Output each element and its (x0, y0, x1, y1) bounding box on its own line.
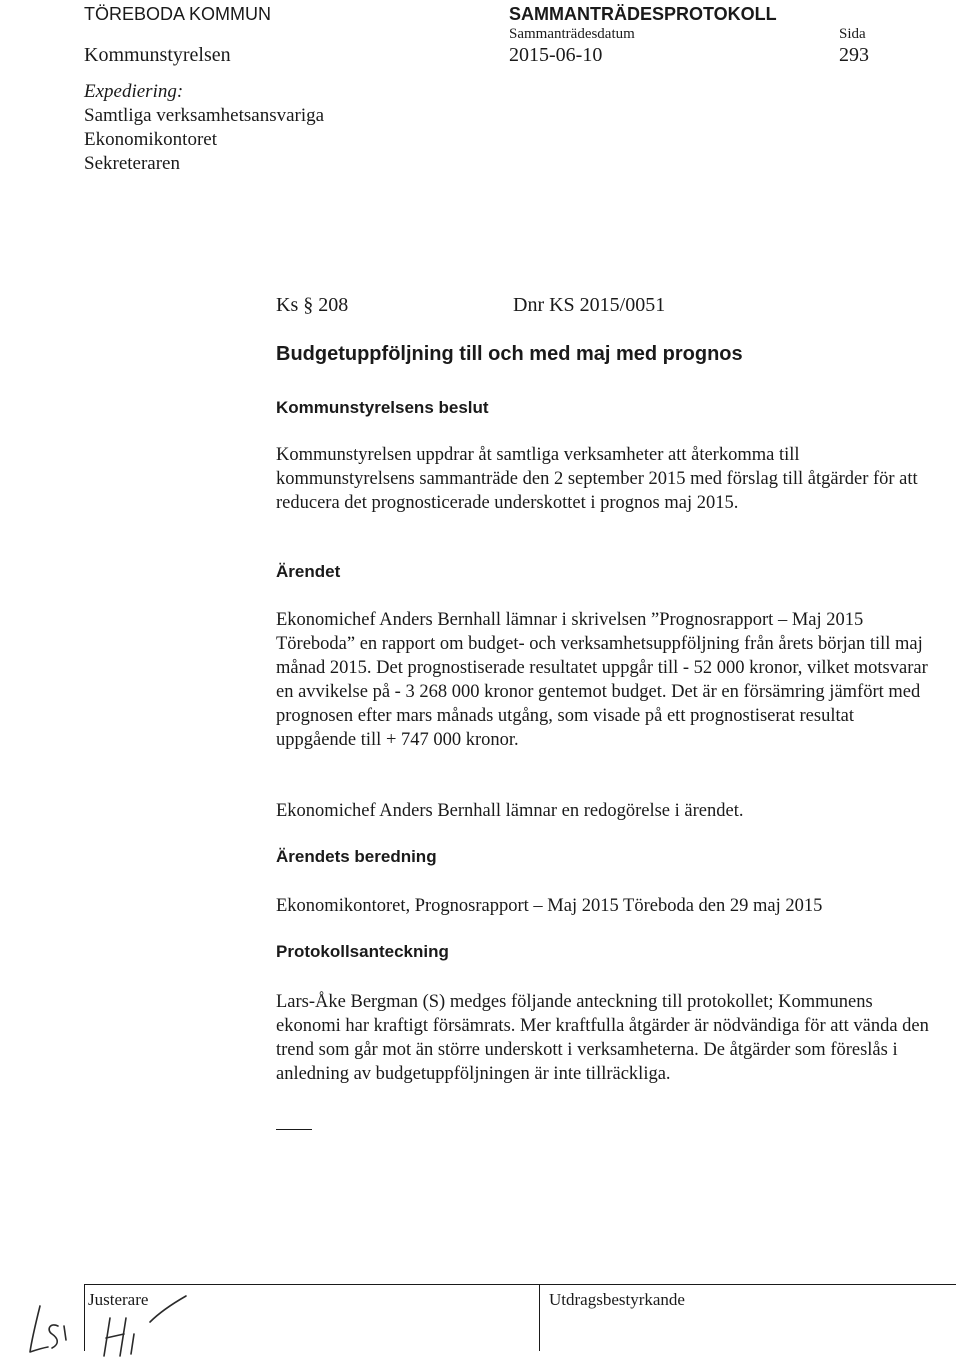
page-number: 293 (839, 44, 869, 66)
note-heading: Protokollsanteckning (276, 942, 449, 961)
preparation-heading: Ärendets beredning (276, 847, 437, 866)
meeting-date: 2015-06-10 (509, 44, 603, 66)
matter-paragraph: Ekonomichef Anders Bernhall lämnar i skrivelsen ”Prognosrapport – Maj 2015 Töreboda” en rapport om budget- och verksamhetsuppföljning från årets början till maj månad 2015. Det prognostiserade resultatet uppgår till - 52 000 kronor, vilket motsvarar en avvikelse på - 3 268 000 kronor gentemot budget. Det är en försämring jämfört med prognosen efter mars månads utgång, som visade på ett prognostiserat resultat uppgående till + 747 000 kronor. (276, 610, 928, 750)
distribution-recipient: Sekreteraren (84, 153, 180, 174)
distribution-recipient: Ekonomikontoret (84, 129, 217, 150)
footer-divider (539, 1285, 540, 1351)
note-text: Lars-Åke Bergman (S) medges följande anteckning till protokollet; Kommunens ekonomi har kraftigt försämrats. Mer kraftfulla åtgärder är nödvändiga för att vända den trend som går mot än större underskott i verksamheterna. De åtgärder som föreslås i anledning av budgetuppföljningen är inte tillräckliga. (276, 992, 929, 1084)
case-paragraph-number: Ks § 208 (276, 294, 349, 316)
handwritten-signature (0, 1282, 200, 1358)
distribution-recipient: Samtliga verksamhetsansvariga (84, 105, 325, 126)
decision-text: Kommunstyrelsen uppdrar åt samtliga verksamheter att återkomma till kommunstyrelsens sammanträde den 2 september 2015 med förslag till åtgärder för att reducera det prognosticerade underskottet i prognos maj 2015. (276, 445, 918, 513)
extract-certification-label: Utdragsbestyrkande (549, 1290, 685, 1309)
end-of-section-line (276, 1129, 312, 1130)
footer-divider (84, 1284, 956, 1285)
preparation-text: Ekonomikontoret, Prognosrapport – Maj 2015 Töreboda den 29 maj 2015 (276, 896, 823, 916)
document-type: SAMMANTRÄDESPROTOKOLL (509, 4, 777, 24)
decision-heading: Kommunstyrelsens beslut (276, 398, 489, 417)
matter-paragraph: Ekonomichef Anders Bernhall lämnar en redogörelse i ärendet. (276, 801, 744, 821)
diary-number: Dnr KS 2015/0051 (513, 294, 666, 316)
organization-name: TÖREBODA KOMMUN (84, 4, 272, 24)
body-name: Kommunstyrelsen (84, 44, 231, 66)
distribution-title: Expediering: (84, 81, 184, 102)
page-label: Sida (839, 26, 866, 42)
case-title: Budgetuppföljning till och med maj med prognos (276, 343, 743, 365)
meeting-date-label: Sammanträdesdatum (509, 26, 635, 42)
distribution-list (84, 80, 324, 176)
adjuster-label: Justerare (88, 1290, 149, 1309)
matter-heading: Ärendet (276, 562, 341, 581)
